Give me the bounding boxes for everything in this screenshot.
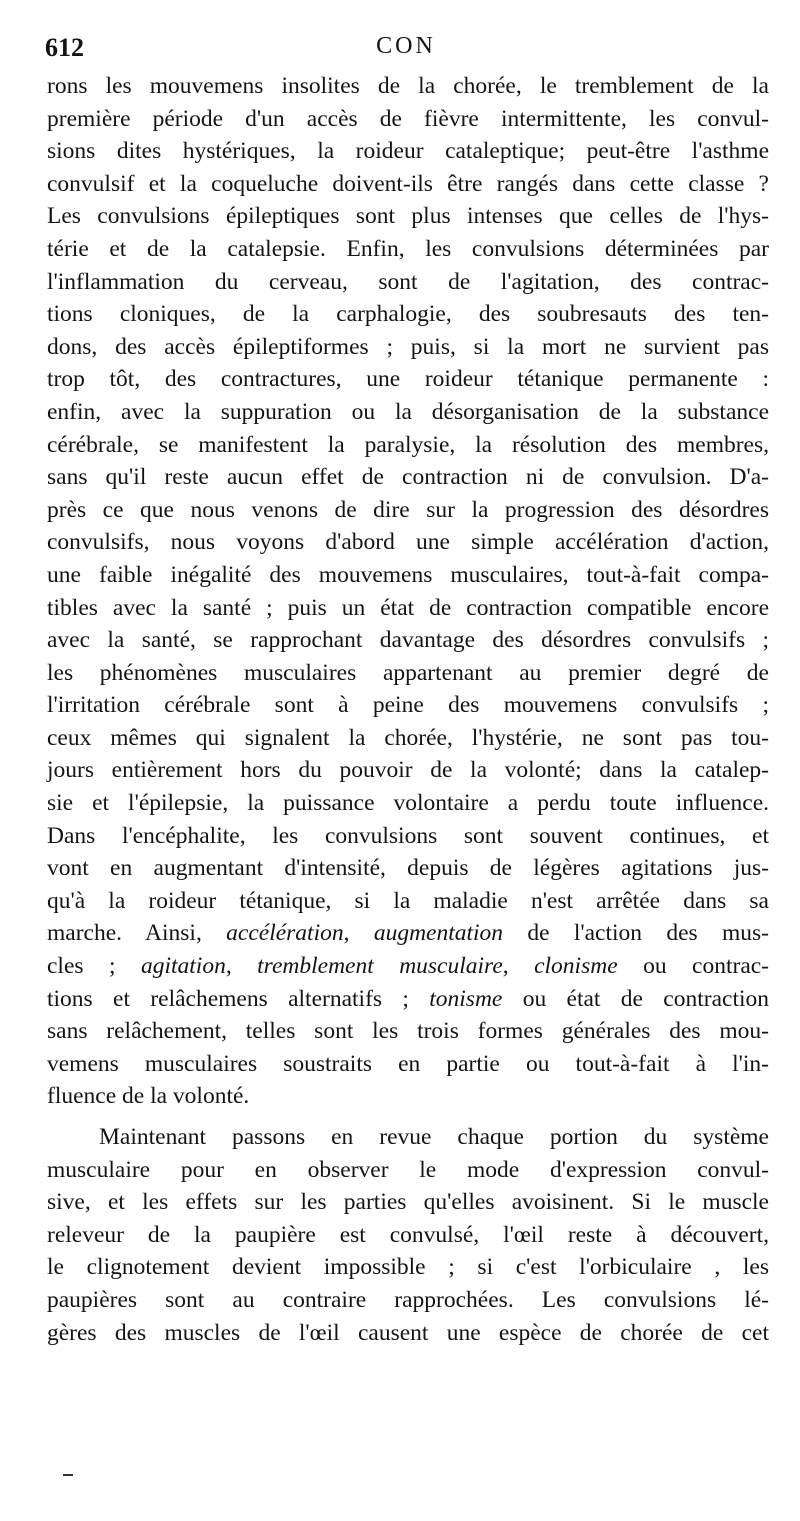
text-line: sans relâchement, telles sont les trois formes générales des mou-: [47, 1018, 769, 1045]
text-line: tibles avec la santé ; puis un état de contraction compatible encore: [47, 594, 769, 621]
text-run: ,: [343, 920, 374, 947]
text-line: trop tôt, des contractures, une roideur tétanique permanente :: [47, 366, 769, 393]
text-run: ou contrac-: [617, 953, 770, 980]
text-run: ,: [225, 953, 258, 980]
text-line: près ce que nous venons de dire sur la progression des désordres: [47, 496, 769, 523]
text-line: les phénomènes musculaires appartenant au premier degré de: [47, 659, 769, 686]
print-mark: [63, 1474, 73, 1476]
text-line: ceux mêmes qui signalent la chorée, l'hystérie, ne sont pas tou-: [47, 724, 769, 751]
text-line: Maintenant passons en revue chaque portion du système: [99, 1124, 769, 1150]
text-line: [47, 950, 769, 983]
italic-term: accélération: [226, 920, 344, 947]
text-line: sans qu'il reste aucun effet de contraction ni de convulsion. D'a-: [47, 464, 769, 491]
text-line: convulsifs, nous voyons d'abord une simple accélération d'action,: [47, 529, 769, 556]
italic-term: clonisme: [534, 953, 618, 980]
text-line: térie et de la catalepsie. Enfin, les convulsions déterminées par: [47, 235, 769, 262]
text-line: musculaire pour en observer le mode d'expression convul-: [47, 1156, 769, 1183]
paragraph-gap: [47, 1113, 769, 1121]
text-run: tions et relâchemens alternatifs ;: [47, 985, 430, 1012]
text-line: Les convulsions épileptiques sont plus intenses que celles de l'hys-: [47, 203, 769, 230]
text-line: jours entièrement hors du pouvoir de la volonté; dans la catalep-: [47, 757, 769, 784]
text-line: paupières sont au contraire rapprochées. Les convulsions lé-: [47, 1286, 769, 1313]
text-line: sie et l'épilepsie, la puissance volontaire a perdu toute influence.: [47, 790, 769, 817]
text-line: sive, et les effets sur les parties qu'elles avoisinent. Si le muscle: [47, 1189, 769, 1216]
text-line: tions cloniques, de la carphalogie, des soubresauts des ten-: [47, 301, 769, 328]
text-line: convulsif et la coqueluche doivent-ils être rangés dans cette classe ?: [47, 170, 769, 197]
text-line: gères des muscles de l'œil causent une espèce de chorée de cet: [47, 1319, 769, 1346]
text-line: rons les mouvemens insolites de la chorée, le tremblement de la: [47, 73, 769, 99]
text-line: cérébrale, se manifestent la paralysie, la résolution des membres,: [47, 431, 769, 458]
italic-term: tonisme: [429, 985, 503, 1012]
text-run: ,: [502, 953, 535, 980]
text-line: l'inflammation du cerveau, sont de l'agitation, des contrac-: [47, 268, 769, 295]
italic-term: agitation: [140, 953, 226, 980]
text-run: ou état de contraction: [502, 985, 769, 1012]
page-number: 612: [45, 33, 84, 62]
page-header: [45, 33, 767, 69]
text-line: enfin, avec la suppuration ou la désorganisation de la substance: [47, 398, 769, 425]
text-line: le clignotement devient impossible ; si c'est l'orbiculaire , les: [47, 1254, 769, 1281]
text-run: marche. Ainsi,: [47, 920, 227, 947]
page-body: [47, 70, 769, 1349]
text-line: releveur de la paupière est convulsé, l'œil reste à découvert,: [47, 1221, 769, 1248]
text-line: fluence de la volonté.: [47, 1083, 250, 1110]
paragraph-2: [47, 1121, 769, 1349]
text-line: [47, 917, 769, 950]
italic-term: tremblement musculaire: [257, 953, 503, 980]
text-line: l'irritation cérébrale sont à peine des mouvemens convulsifs ;: [47, 692, 769, 719]
text-line: avec la santé, se rapprochant davantage des désordres convulsifs ;: [47, 627, 769, 654]
text-run: de l'action des mus-: [503, 920, 769, 947]
text-line: première période d'un accès de fièvre intermittente, les convul-: [47, 105, 769, 132]
running-head: CON: [376, 33, 436, 59]
text-line: [47, 983, 769, 1016]
text-line: vont en augmentant d'intensité, depuis de légères agitations jus-: [47, 855, 769, 882]
text-line: sions dites hystériques, la roideur cataleptique; peut-être l'asthme: [47, 138, 769, 165]
text-run: cles ;: [47, 953, 141, 980]
text-line: une faible inégalité des mouvemens musculaires, tout-à-fait compa-: [47, 561, 769, 588]
text-line: vemens musculaires soustraits en partie ou tout-à-fait à l'in-: [47, 1050, 769, 1077]
text-line: Dans l'encéphalite, les convulsions sont souvent continues, et: [47, 822, 769, 849]
italic-term: augmentation: [373, 920, 504, 947]
text-line: dons, des accès épileptiformes ; puis, si la mort ne survient pas: [47, 333, 769, 360]
text-line: qu'à la roideur tétanique, si la maladie n'est arrêtée dans sa: [47, 887, 769, 914]
paragraph-1: [47, 70, 769, 1113]
